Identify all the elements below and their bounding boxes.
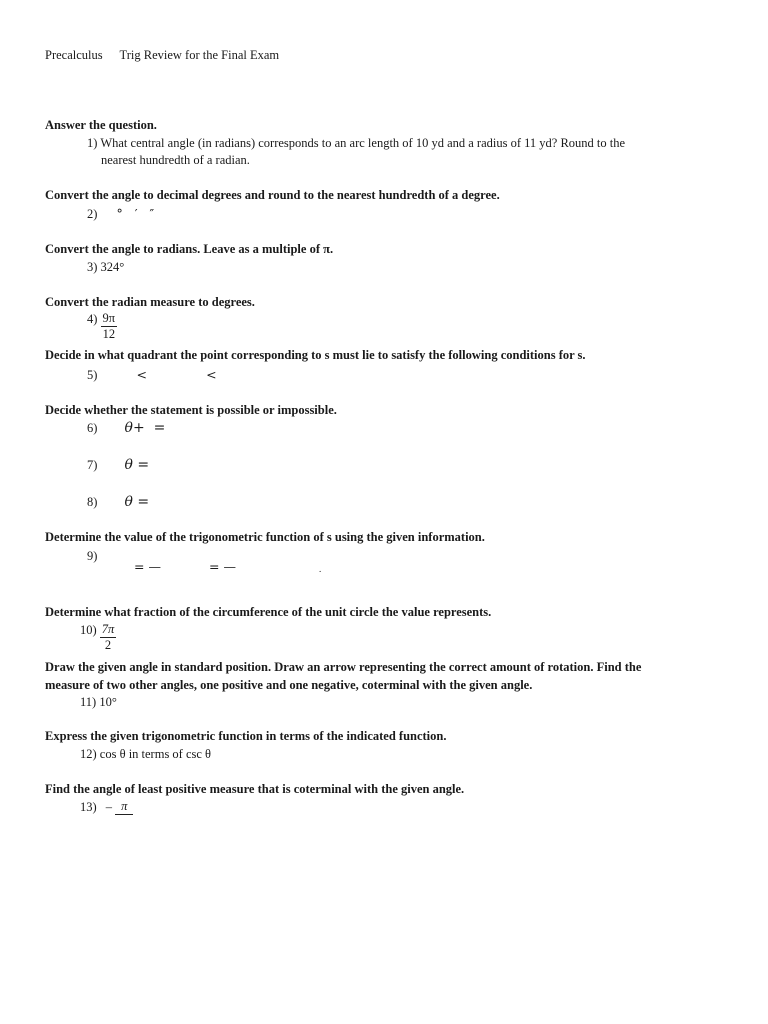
fraction-numerator: 7π	[101, 622, 115, 636]
question-number: 7)	[87, 458, 98, 472]
page-title: Trig Review for the Final Exam	[119, 48, 280, 62]
question-7	[87, 457, 149, 474]
question-5	[87, 366, 217, 384]
question-number: 5)	[87, 368, 98, 382]
question-10	[80, 622, 116, 653]
fraction	[115, 799, 133, 815]
question-9-equation-2: = —	[209, 559, 236, 574]
question-3: 3) 324°	[87, 260, 125, 274]
course-name: Precalculus	[45, 48, 103, 62]
question-12: 12) cos θ in terms of csc θ	[80, 747, 212, 761]
instruction-convert-radians: Convert the angle to radians. Leave as a multiple of π.	[45, 242, 334, 256]
question-number: 6)	[87, 421, 98, 435]
instruction-draw-angle-line-2: measure of two other angles, one positive and one negative, coterminal with the given angle.	[45, 678, 533, 692]
question-9-equation-1: = —	[134, 559, 161, 574]
question-8	[87, 494, 149, 511]
question-9-dot: .	[319, 564, 322, 574]
question-13	[80, 799, 133, 816]
question-number: 13)	[80, 800, 97, 814]
less-than-1: <	[136, 367, 148, 382]
instruction-answer-question: Answer the question.	[45, 118, 157, 132]
theta-expression: θ =	[124, 494, 150, 510]
question-6	[87, 420, 165, 437]
question-1-continuation: nearest hundredth of a radian.	[101, 153, 250, 167]
fraction	[101, 311, 118, 342]
question-number: 8)	[87, 495, 98, 509]
question-2	[87, 205, 154, 223]
question-1	[87, 135, 625, 152]
less-than-2: <	[206, 367, 217, 382]
question-number: 4)	[87, 312, 98, 326]
question-11: 11) 10°	[80, 695, 117, 709]
instruction-trig-value: Determine the value of the trigonometric function of s using the given information.	[45, 530, 485, 544]
theta-expression: θ+ =	[124, 420, 166, 436]
question-number: 2)	[87, 207, 98, 221]
question-text: What central angle (in radians) corresponds to an arc length of 10 yd and a radius of 11 yd? Round to the	[100, 136, 626, 150]
instruction-possible-impossible: Decide whether the statement is possible or impossible.	[45, 403, 337, 417]
fraction-numerator: π	[115, 799, 133, 815]
page-header	[45, 48, 293, 63]
instruction-radian-to-degrees: Convert the radian measure to degrees.	[45, 295, 255, 309]
fraction-denominator: 2	[104, 638, 112, 652]
question-9-number: 9)	[87, 549, 98, 563]
theta-expression: θ =	[124, 457, 150, 473]
dms-symbols: ° ′ ″	[116, 206, 155, 221]
fraction-numerator: 9π	[102, 311, 116, 325]
instruction-least-positive-coterminal: Find the angle of least positive measure that is coterminal with the given angle.	[45, 782, 465, 796]
question-number: 10)	[80, 623, 97, 637]
question-4	[87, 311, 117, 342]
minus-sign: –	[105, 800, 113, 814]
instruction-decimal-degrees: Convert the angle to decimal degrees and round to the nearest hundredth of a degree.	[45, 188, 500, 202]
instruction-draw-angle-line-1: Draw the given angle in standard position. Draw an arrow representing the correct amount of rotation. Find the	[45, 660, 642, 674]
fraction	[100, 622, 117, 653]
instruction-express-trig: Express the given trigonometric function in terms of the indicated function.	[45, 729, 447, 743]
instruction-quadrant: Decide in what quadrant the point corresponding to s must lie to satisfy the following conditions for s.	[45, 348, 586, 362]
instruction-unit-circle-fraction: Determine what fraction of the circumference of the unit circle the value represents.	[45, 605, 492, 619]
question-number: 1)	[87, 136, 98, 150]
fraction-denominator: 12	[102, 327, 116, 341]
